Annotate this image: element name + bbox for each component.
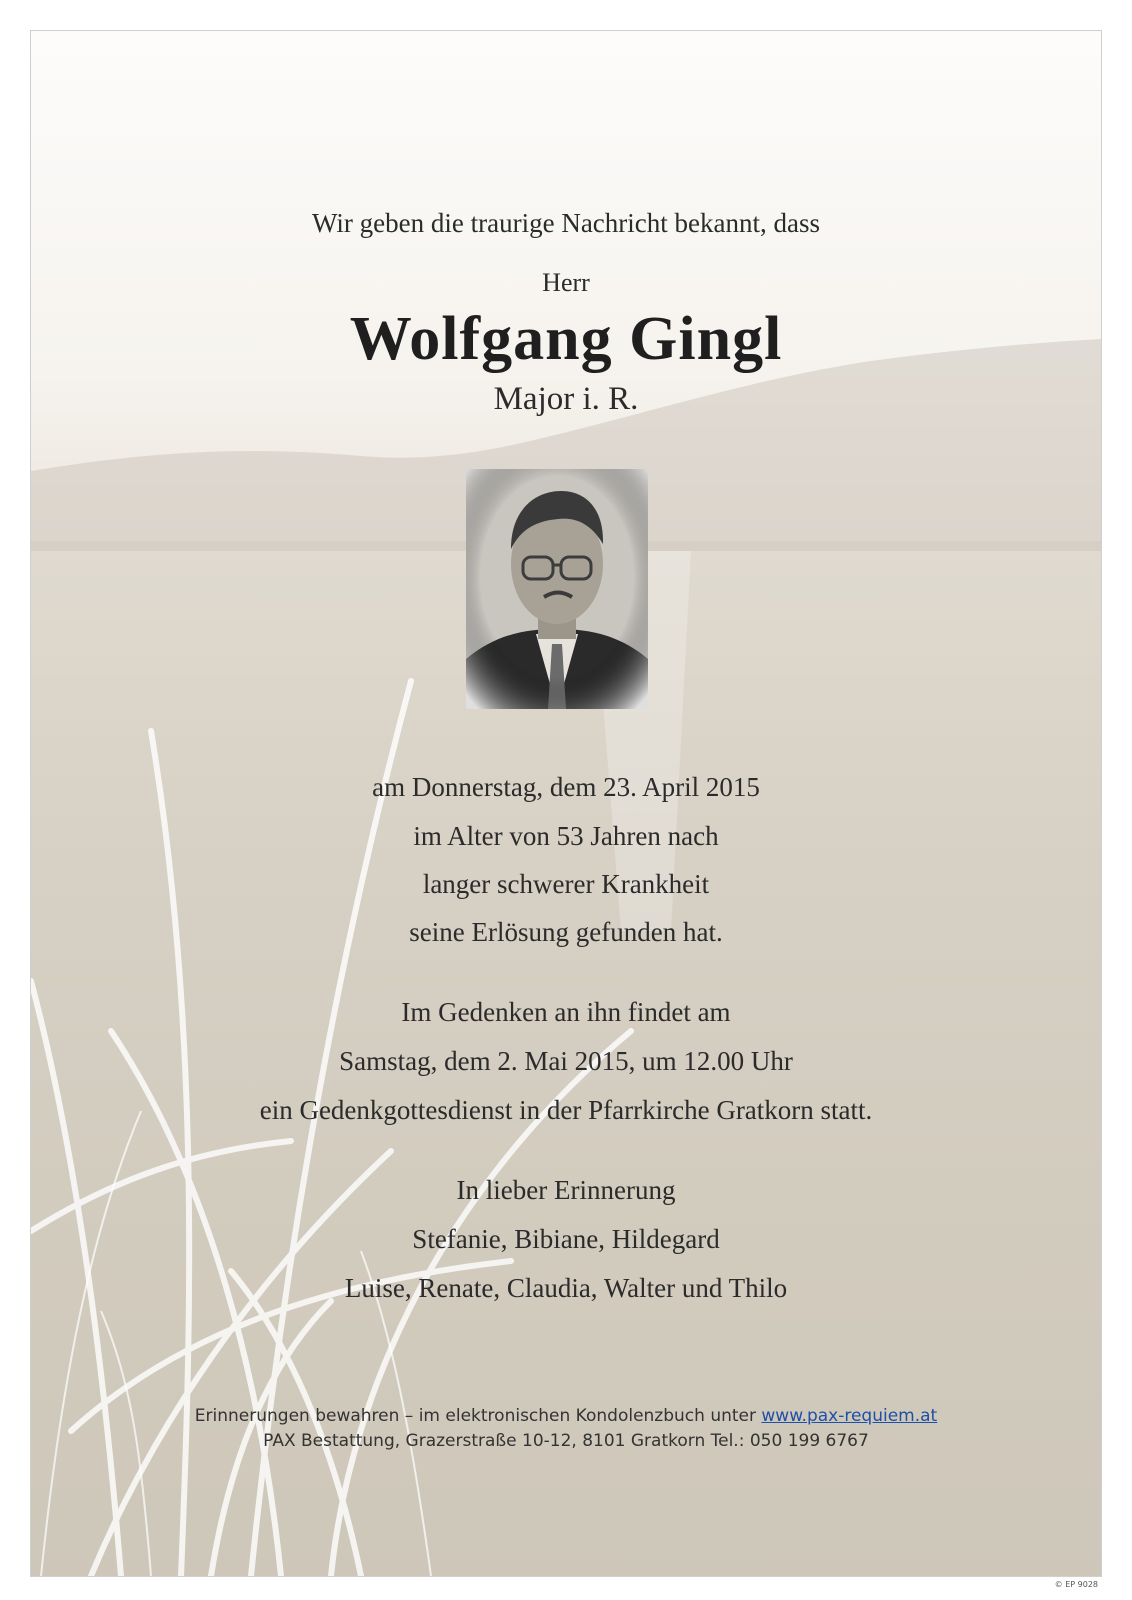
obituary-sheet	[30, 30, 1102, 1577]
memorial-intro: Im Gedenken an ihn findet am	[401, 997, 731, 1027]
death-date: am Donnerstag, dem 23. April 2015	[372, 772, 760, 802]
intro-text: Wir geben die traurige Nachricht bekannt, dass	[312, 208, 820, 238]
lake-reed-background	[31, 31, 1101, 1576]
print-code: © EP 9028	[1054, 1580, 1098, 1589]
death-release: seine Erlösung gefunden hat.	[409, 917, 723, 947]
funeral-home-contact: PAX Bestattung, Grazerstraße 10-12, 8101 Gratkorn Tel.: 050 199 6767	[263, 1431, 869, 1451]
condolence-book-line	[31, 1406, 1101, 1426]
memorial-location: ein Gedenkgottesdienst in der Pfarrkirche Gratkorn statt.	[259, 1095, 873, 1125]
condolence-text: Erinnerungen bewahren – im elektronischen Kondolenzbuch unter	[194, 1406, 762, 1426]
death-age: im Alter von 53 Jahren nach	[413, 821, 719, 851]
mourner-names-1: Stefanie, Bibiane, Hildegard	[412, 1224, 720, 1254]
deceased-title: Major i. R.	[493, 381, 639, 417]
portrait-photo	[466, 469, 648, 709]
condolence-link[interactable]: www.pax-requiem.at	[761, 1406, 938, 1426]
death-illness: langer schwerer Krankheit	[422, 869, 710, 899]
memorial-datetime: Samstag, dem 2. Mai 2015, um 12.00 Uhr	[339, 1046, 793, 1076]
closing-phrase: In lieber Erinnerung	[456, 1175, 676, 1205]
mourner-names-2: Luise, Renate, Claudia, Walter und Thilo	[344, 1273, 788, 1303]
deceased-name: Wolfgang Gingl	[349, 305, 783, 373]
salutation: Herr	[542, 268, 590, 297]
